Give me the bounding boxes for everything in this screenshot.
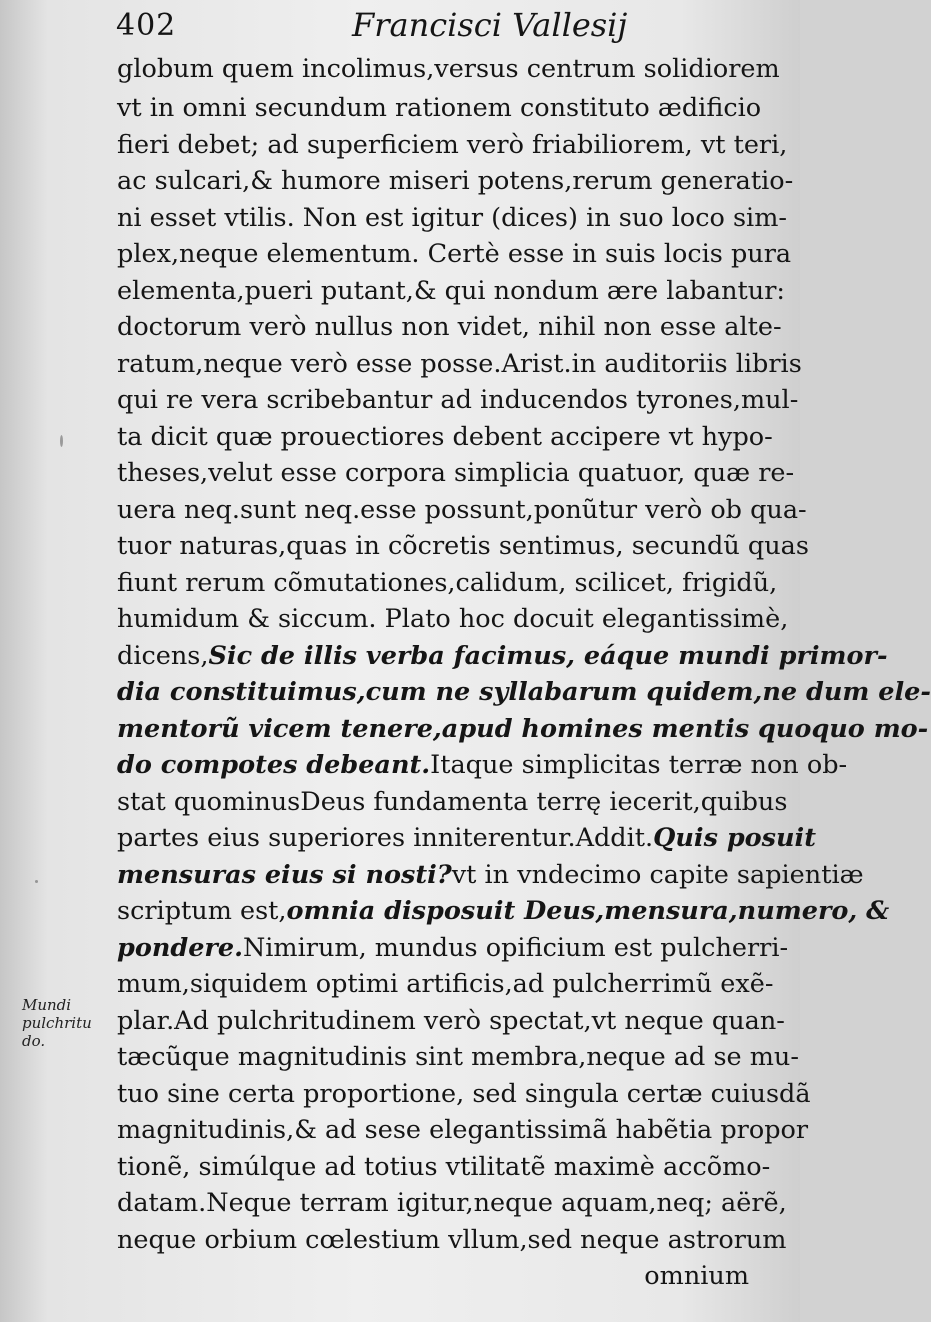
text-segment: omnium <box>644 1261 749 1291</box>
body-text <box>117 49 931 1295</box>
text-segment: tæcũque magnitudinis sint membra,neque ad se mu- <box>117 1042 799 1072</box>
text-line <box>117 1222 787 1259</box>
text-segment: dicens, <box>117 640 209 671</box>
text-segment: scriptum est, <box>117 896 287 926</box>
marginal-note-line: do. <box>22 1032 46 1050</box>
italic-quotation: mentorũ vicem tenere,apud homines mentis quoquo mo- <box>117 713 929 744</box>
text-line <box>117 1149 771 1186</box>
text-line <box>117 601 789 638</box>
page-header <box>116 6 756 54</box>
text-segment: plex,neque elementum. Certè esse in suis locis pura <box>117 239 792 269</box>
italic-quotation: Sic de illis verba facimus, eáque mundi primor- <box>208 640 888 671</box>
page-number: 402 <box>116 8 177 43</box>
text-line <box>117 492 807 529</box>
italic-quotation: omnia disposuit Deus,mensura,numero, & <box>286 896 890 926</box>
text-line <box>117 674 931 711</box>
text-line <box>117 747 848 784</box>
italic-quotation: mensuras eius si nosti? <box>117 859 452 890</box>
text-line <box>117 893 890 930</box>
text-line <box>117 784 788 821</box>
text-segment: vt in omni secundum rationem constituto ædificio <box>117 93 762 123</box>
text-segment: uera neq.sunt neq.esse possunt,ponũtur verò ob qua- <box>117 494 807 525</box>
text-line <box>117 236 792 273</box>
text-line <box>117 711 929 748</box>
text-line <box>117 857 864 894</box>
text-line <box>117 346 802 383</box>
text-line <box>117 1185 787 1222</box>
text-line <box>117 309 782 346</box>
text-segment: neque orbium cœlestium vllum,sed neque astrorum <box>117 1224 787 1255</box>
text-segment: fieri debet; ad superficiem verò friabiliorem, vt teri, <box>117 129 788 160</box>
text-segment: ta dicit quæ prouectiores debent accipere vt hypo- <box>117 421 773 452</box>
text-segment: Itaque simplicitas terræ non ob- <box>430 750 848 780</box>
running-head: Francisci Vallesij <box>352 6 628 44</box>
marginal-note-line: pulchritu <box>22 1014 92 1032</box>
italic-quotation: do compotes debeant. <box>117 750 431 780</box>
text-segment: magnitudinis,& ad sese elegantissimã habẽtia propor <box>117 1115 809 1145</box>
text-line <box>117 1076 811 1113</box>
text-segment: elementa,pueri putant,& qui nondum ære labantur: <box>117 275 786 306</box>
text-line <box>117 1039 799 1076</box>
text-segment: tionẽ, simúlque ad totius vtilitatẽ maximè accõmo- <box>117 1151 771 1182</box>
text-line <box>117 638 888 675</box>
text-segment: ratum,neque verò esse posse.Arist.in auditoriis libris <box>117 348 802 379</box>
text-line <box>117 565 778 602</box>
text-segment: ni esset vtilis. Non est igitur (dices) in suo loco sim- <box>117 202 788 233</box>
text-segment: datam.Neque terram igitur,neque aquam,neq; aërẽ, <box>117 1188 787 1218</box>
text-line <box>117 455 795 492</box>
text-line <box>117 820 817 857</box>
text-segment: mum,siquidem optimi artificis,ad pulcherrimũ exẽ- <box>117 969 774 999</box>
text-segment: tuo sine certa proportione, sed singula certæ cuiusdã <box>117 1078 811 1109</box>
text-line <box>117 273 786 310</box>
text-line <box>117 90 767 127</box>
ink-spot <box>60 435 63 447</box>
text-segment: globum quem incolimus,versus centrum solidiorem <box>117 54 780 84</box>
text-line <box>117 528 809 565</box>
ink-spot <box>35 880 38 883</box>
marginal-note <box>22 996 92 1050</box>
text-line <box>117 1112 809 1149</box>
text-line <box>117 49 780 90</box>
text-line <box>117 200 788 237</box>
text-segment: doctorum verò nullus non videt, nihil non esse alte- <box>117 312 782 342</box>
italic-quotation: Quis posuit <box>653 823 817 853</box>
text-segment: plar.Ad pulchritudinem verò spectat,vt neque quan- <box>117 1005 785 1036</box>
text-line <box>117 419 773 456</box>
text-segment: tuor naturas,quas in cõcretis sentimus, secundũ quas <box>117 531 809 561</box>
text-segment: Nimirum, mundus opificium est pulcherri- <box>242 932 789 963</box>
italic-quotation: dia constituimus,cum ne syllabarum quidem,ne dum ele- <box>117 677 931 707</box>
text-line <box>117 930 789 967</box>
text-segment: theses,velut esse corpora simplicia quatuor, quæ re- <box>117 458 795 488</box>
text-segment: qui re vera scribebantur ad inducendos tyrones,mul- <box>117 385 799 415</box>
text-segment: stat quominusDeus fundamenta terrę iecerit,quibus <box>117 786 788 817</box>
text-line <box>117 382 799 419</box>
text-segment: vt in vndecimo capite sapientiæ <box>451 859 864 890</box>
text-segment: humidum & siccum. Plato hoc docuit elegantissimè, <box>117 604 789 634</box>
text-segment: ac sulcari,& humore miseri potens,rerum generatio- <box>117 166 794 196</box>
marginal-note-line: Mundi <box>22 996 72 1014</box>
text-segment: fiunt rerum cõmutationes,calidum, scilicet, frigidũ, <box>117 567 778 598</box>
text-segment: partes eius superiores inniterentur.Addit. <box>117 823 654 853</box>
text-line <box>117 163 794 200</box>
text-line <box>117 966 774 1003</box>
italic-quotation: pondere. <box>117 932 243 963</box>
text-line <box>117 127 788 164</box>
text-line <box>117 1258 767 1295</box>
text-line <box>117 1003 785 1040</box>
